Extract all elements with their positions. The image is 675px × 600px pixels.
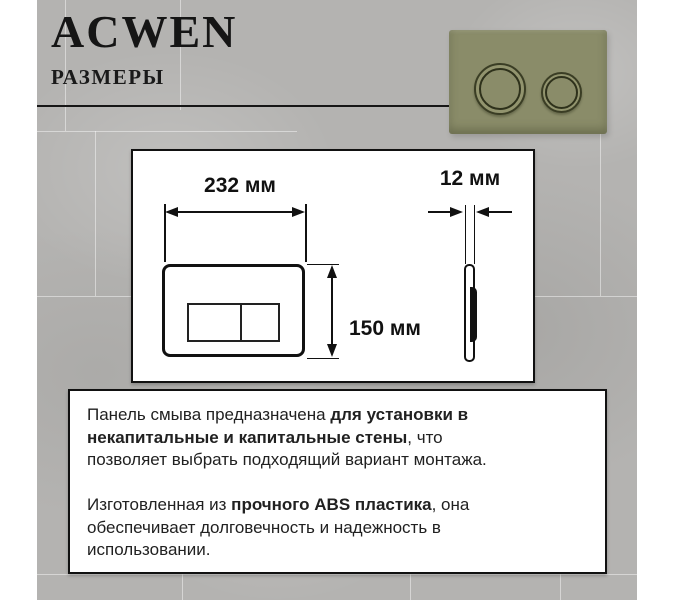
description-text: Изготовленная из xyxy=(87,495,232,514)
extension-line xyxy=(307,358,339,360)
tile-seam xyxy=(410,574,411,600)
flush-buttons-drawing xyxy=(187,303,280,342)
arrowhead-down-icon xyxy=(327,344,337,357)
description-line xyxy=(87,539,589,562)
side-view-bulge xyxy=(470,287,477,342)
flush-plate-product-image xyxy=(449,30,607,134)
depth-dimension-label: 12 мм xyxy=(439,167,501,190)
description-line xyxy=(87,517,589,540)
tile-seam xyxy=(560,574,561,600)
tile-seam xyxy=(37,574,637,575)
arrowhead-up-icon xyxy=(327,265,337,278)
arrowhead-right-icon xyxy=(292,207,305,217)
extension-line xyxy=(474,205,476,264)
description-line xyxy=(87,404,589,427)
header-divider-line xyxy=(37,105,449,107)
arrowhead-left-icon xyxy=(165,207,178,217)
description-text: Панель смыва предназначена xyxy=(87,405,331,424)
description-card xyxy=(68,389,607,574)
description-text: использовании. xyxy=(87,540,211,559)
small-flush-button-icon xyxy=(545,76,578,109)
description-text: позволяет выбрать подходящий вариант монтажа. xyxy=(87,450,487,469)
tile-seam xyxy=(600,131,601,296)
tile-seam xyxy=(182,574,183,600)
width-dimension-label: 232 мм xyxy=(204,174,276,197)
paragraph-gap xyxy=(87,472,589,495)
section-title-dimensions: РАЗМЕРЫ xyxy=(51,65,165,89)
brand-title: ACWEN xyxy=(51,6,238,57)
description-text-bold: для установки в xyxy=(330,405,469,424)
height-dimension-label: 150 мм xyxy=(349,317,421,340)
extension-line xyxy=(465,205,467,264)
description-line xyxy=(87,449,589,472)
dimensions-diagram-card xyxy=(131,149,535,383)
description-line xyxy=(87,494,589,517)
description-text: , что xyxy=(407,427,443,447)
large-flush-button-icon xyxy=(479,68,521,110)
depth-arrow-line-right xyxy=(488,211,512,213)
tile-seam xyxy=(95,131,96,296)
depth-arrow-line-left xyxy=(428,211,452,213)
description-text-bold: некапитальные и капитальные стены xyxy=(87,427,408,447)
side-view-panel-drawing xyxy=(464,264,475,362)
arrowhead-right-icon xyxy=(450,207,463,217)
width-arrow-line xyxy=(175,211,295,213)
extension-line xyxy=(305,204,307,262)
small-button-rect xyxy=(242,303,280,342)
height-arrow-line xyxy=(331,271,333,351)
description-text: обеспечивает долговечность и надежность в xyxy=(87,517,441,537)
description-text: , она xyxy=(431,495,470,514)
tile-seam xyxy=(37,131,297,132)
description-line xyxy=(87,427,589,450)
description-text-bold: прочного ABS пластика xyxy=(231,495,432,514)
large-button-rect xyxy=(187,303,242,342)
